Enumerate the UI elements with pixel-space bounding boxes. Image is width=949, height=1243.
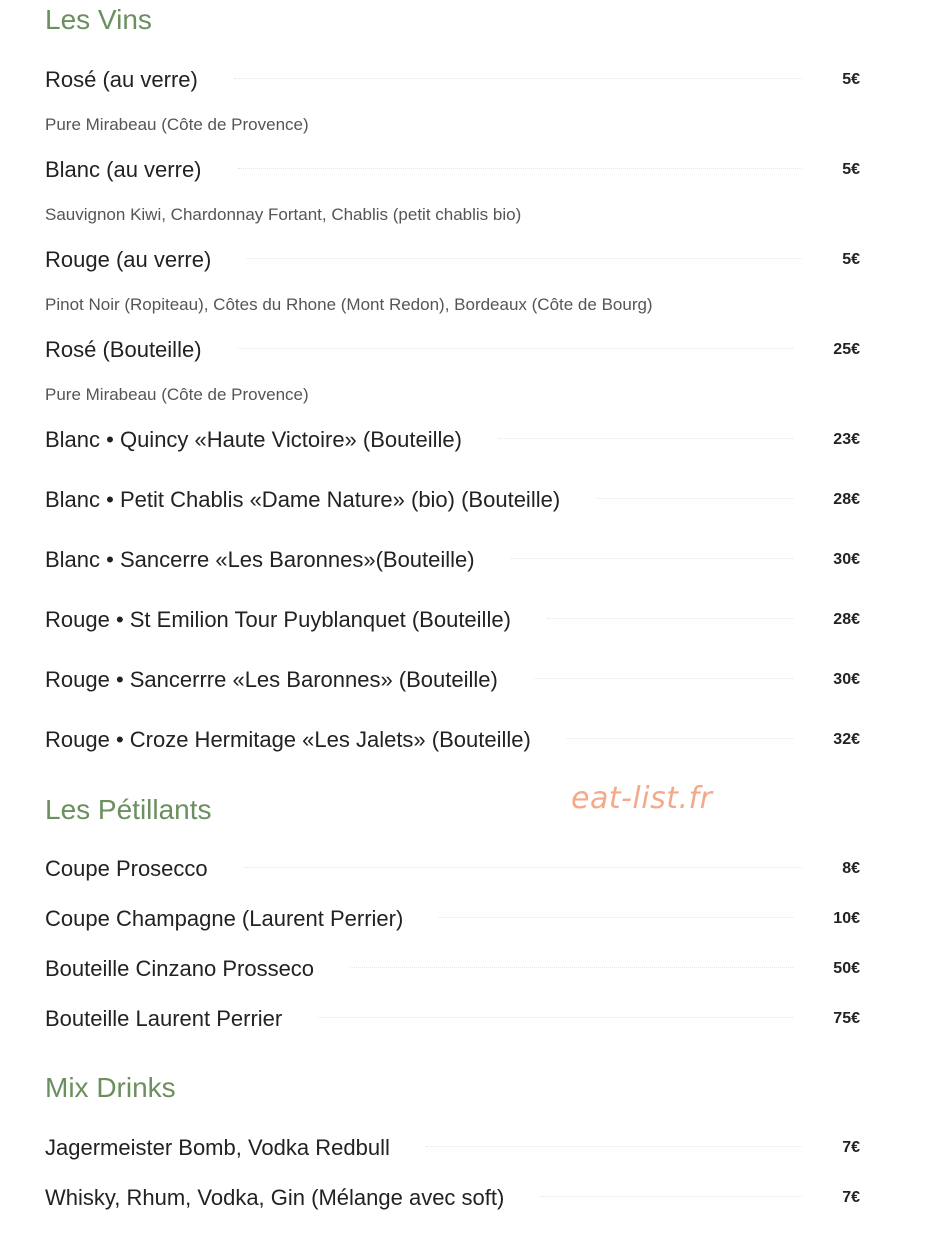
item-description: Pure Mirabeau (Côte de Provence)	[45, 385, 309, 404]
section-title-petillants: Les Pétillants	[45, 794, 212, 825]
menu-item-blanc-petit-chablis	[45, 485, 860, 515]
dotted-leader	[238, 168, 803, 169]
item-price: 25€	[833, 341, 860, 358]
dotted-leader	[511, 558, 794, 559]
menu-item-rose-bouteille	[45, 335, 860, 365]
item-name: Rosé (au verre)	[45, 67, 198, 92]
menu-item-rouge-croze-hermitage	[45, 725, 860, 755]
item-price: 5€	[842, 161, 860, 178]
item-name: Rouge (au verre)	[45, 247, 212, 272]
dotted-leader	[426, 1146, 802, 1147]
item-price: 7€	[842, 1189, 860, 1206]
item-price: 23€	[833, 431, 860, 448]
item-description: Pure Mirabeau (Côte de Provence)	[45, 115, 309, 134]
dotted-leader	[247, 258, 802, 259]
item-description: Sauvignon Kiwi, Chardonnay Fortant, Chablis (petit chablis bio)	[45, 205, 522, 224]
dotted-leader	[540, 1196, 802, 1197]
item-price: 28€	[833, 611, 860, 628]
item-name: Blanc (au verre)	[45, 157, 202, 182]
item-name: Bouteille Cinzano Prosseco	[45, 956, 315, 981]
dotted-leader	[596, 498, 793, 499]
item-price: 75€	[833, 1010, 860, 1027]
dotted-leader	[439, 917, 793, 918]
menu-item-blanc-sancerre	[45, 545, 860, 575]
item-price: 5€	[842, 71, 860, 88]
item-name: Rouge • St Emilion Tour Puyblanquet (Bouteille)	[45, 607, 511, 632]
section-title-mix-drinks: Mix Drinks	[45, 1072, 176, 1103]
menu-item-jagermeister	[45, 1133, 860, 1163]
menu-item-coupe-prosecco	[45, 854, 860, 884]
dotted-leader	[318, 1017, 793, 1018]
menu-item-rouge-sancerre	[45, 665, 860, 695]
dotted-leader	[244, 867, 803, 868]
watermark: eat-list.fr	[571, 781, 713, 816]
item-price: 30€	[833, 551, 860, 568]
item-description: Pinot Noir (Ropiteau), Côtes du Rhone (Mont Redon), Bordeaux (Côte de Bourg)	[45, 295, 653, 314]
item-price: 8€	[842, 860, 860, 877]
item-name: Rouge • Croze Hermitage «Les Jalets» (Bouteille)	[45, 727, 531, 752]
menu-item-rouge-st-emilion	[45, 605, 860, 635]
item-name: Jagermeister Bomb, Vodka Redbull	[45, 1135, 390, 1160]
item-price: 5€	[842, 251, 860, 268]
dotted-leader	[498, 438, 793, 439]
item-price: 10€	[833, 910, 860, 927]
dotted-leader	[534, 678, 793, 679]
item-price: 7€	[842, 1139, 860, 1156]
dotted-leader	[234, 78, 802, 79]
menu-item-rose-verre	[45, 65, 860, 95]
item-name: Blanc • Sancerre «Les Baronnes»(Bouteille)	[45, 547, 475, 572]
item-name: Rosé (Bouteille)	[45, 337, 202, 362]
menu-item-bouteille-laurent-perrier	[45, 1004, 860, 1034]
menu-item-coupe-champagne	[45, 904, 860, 934]
menu-item-rouge-verre	[45, 245, 860, 275]
item-price: 50€	[833, 960, 860, 977]
item-price: 28€	[833, 491, 860, 508]
menu-item-bouteille-cinzano	[45, 954, 860, 984]
item-name: Bouteille Laurent Perrier	[45, 1006, 283, 1031]
item-name: Whisky, Rhum, Vodka, Gin (Mélange avec soft)	[45, 1185, 505, 1210]
item-name: Blanc • Petit Chablis «Dame Nature» (bio) (Bouteille)	[45, 487, 561, 512]
item-name: Rouge • Sancerrre «Les Baronnes» (Bouteille)	[45, 667, 498, 692]
dotted-leader	[238, 348, 794, 349]
dotted-leader	[567, 738, 793, 739]
menu-item-blanc-verre	[45, 155, 860, 185]
dotted-leader	[350, 967, 793, 968]
item-name: Coupe Prosecco	[45, 856, 208, 881]
menu-item-whisky-rhum-vodka-gin	[45, 1183, 860, 1213]
section-title-vins: Les Vins	[45, 4, 152, 35]
dotted-leader	[547, 618, 793, 619]
item-price: 32€	[833, 731, 860, 748]
item-name: Coupe Champagne (Laurent Perrier)	[45, 906, 404, 931]
item-price: 30€	[833, 671, 860, 688]
item-name: Blanc • Quincy «Haute Victoire» (Bouteille)	[45, 427, 462, 452]
menu-item-blanc-quincy	[45, 425, 860, 455]
